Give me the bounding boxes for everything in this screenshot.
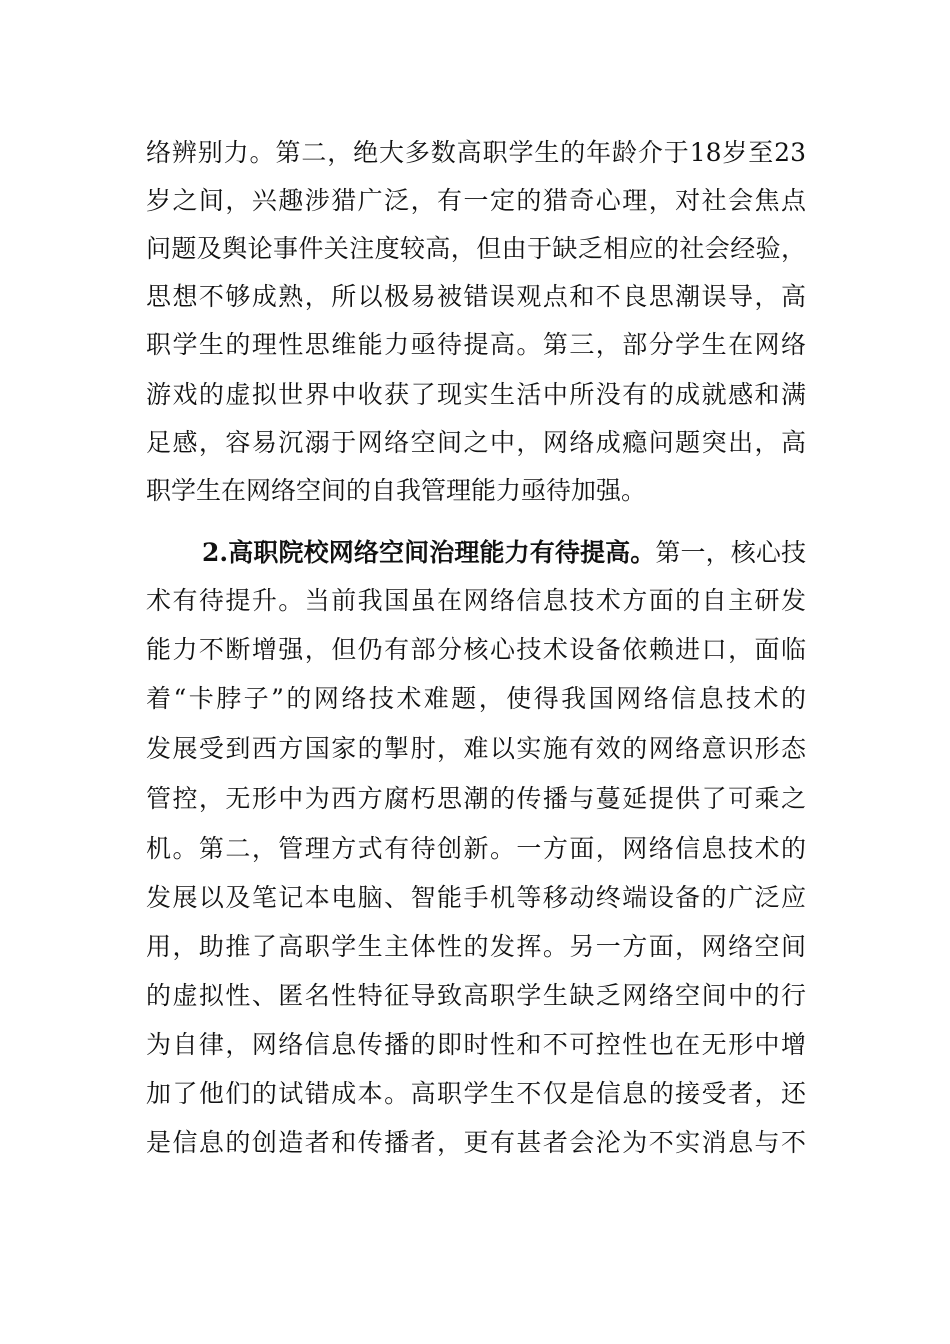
text-line: 足感，容易沉溺于网络空间之中，网络成瘾问题突出，高: [146, 428, 806, 457]
text-line: 机。第二，管理方式有待创新。一方面，网络信息技术的: [146, 834, 806, 863]
text-line: 思想不够成熟，所以极易被错误观点和不良思潮误导，高: [146, 282, 806, 311]
text-line: 术有待提升。当前我国虽在网络信息技术方面的自主研发: [146, 586, 806, 615]
text-line: 为自律，网络信息传播的即时性和不可控性也在无形中增: [146, 1030, 806, 1059]
text-line: 络辨别力。第二，绝大多数高职学生的年龄介于18岁至23: [146, 138, 806, 167]
text-line: 职学生在网络空间的自我管理能力亟待加强。: [146, 476, 647, 505]
text-line: 岁之间，兴趣涉猎广泛，有一定的猎奇心理，对社会焦点: [146, 186, 806, 215]
text-line: 是信息的创造者和传播者，更有甚者会沦为不实消息与不: [146, 1128, 806, 1157]
text-line: 发展以及笔记本电脑、智能手机等移动终端设备的广泛应: [146, 883, 806, 912]
text-line: 着“卡脖子”的网络技术难题，使得我国网络信息技术的: [146, 684, 806, 713]
text-line: 职学生的理性思维能力亟待提高。第三，部分学生在网络: [146, 330, 806, 359]
section-heading: 2.高职院校网络空间治理能力有待提高。: [202, 538, 656, 567]
text-line: 发展受到西方国家的掣肘，难以实施有效的网络意识形态: [146, 734, 806, 763]
text-line: 管控，无形中为西方腐朽思潮的传播与蔓延提供了可乘之: [146, 784, 806, 813]
text-line: 用，助推了高职学生主体性的发挥。另一方面，网络空间: [146, 932, 806, 961]
text-line: 加了他们的试错成本。高职学生不仅是信息的接受者，还: [146, 1079, 806, 1108]
text-line: 问题及舆论事件关注度较高，但由于缺乏相应的社会经验，: [146, 234, 806, 263]
paragraph-first-line: [202, 533, 806, 573]
text-line: 的虚拟性、匿名性特征导致高职学生缺乏网络空间中的行: [146, 981, 806, 1010]
first-line-text: 第一，核心技: [655, 538, 806, 567]
text-line: 能力不断增强，但仍有部分核心技术设备依赖进口，面临: [146, 635, 806, 664]
text-line: 游戏的虚拟世界中收获了现实生活中所没有的成就感和满: [146, 380, 806, 409]
